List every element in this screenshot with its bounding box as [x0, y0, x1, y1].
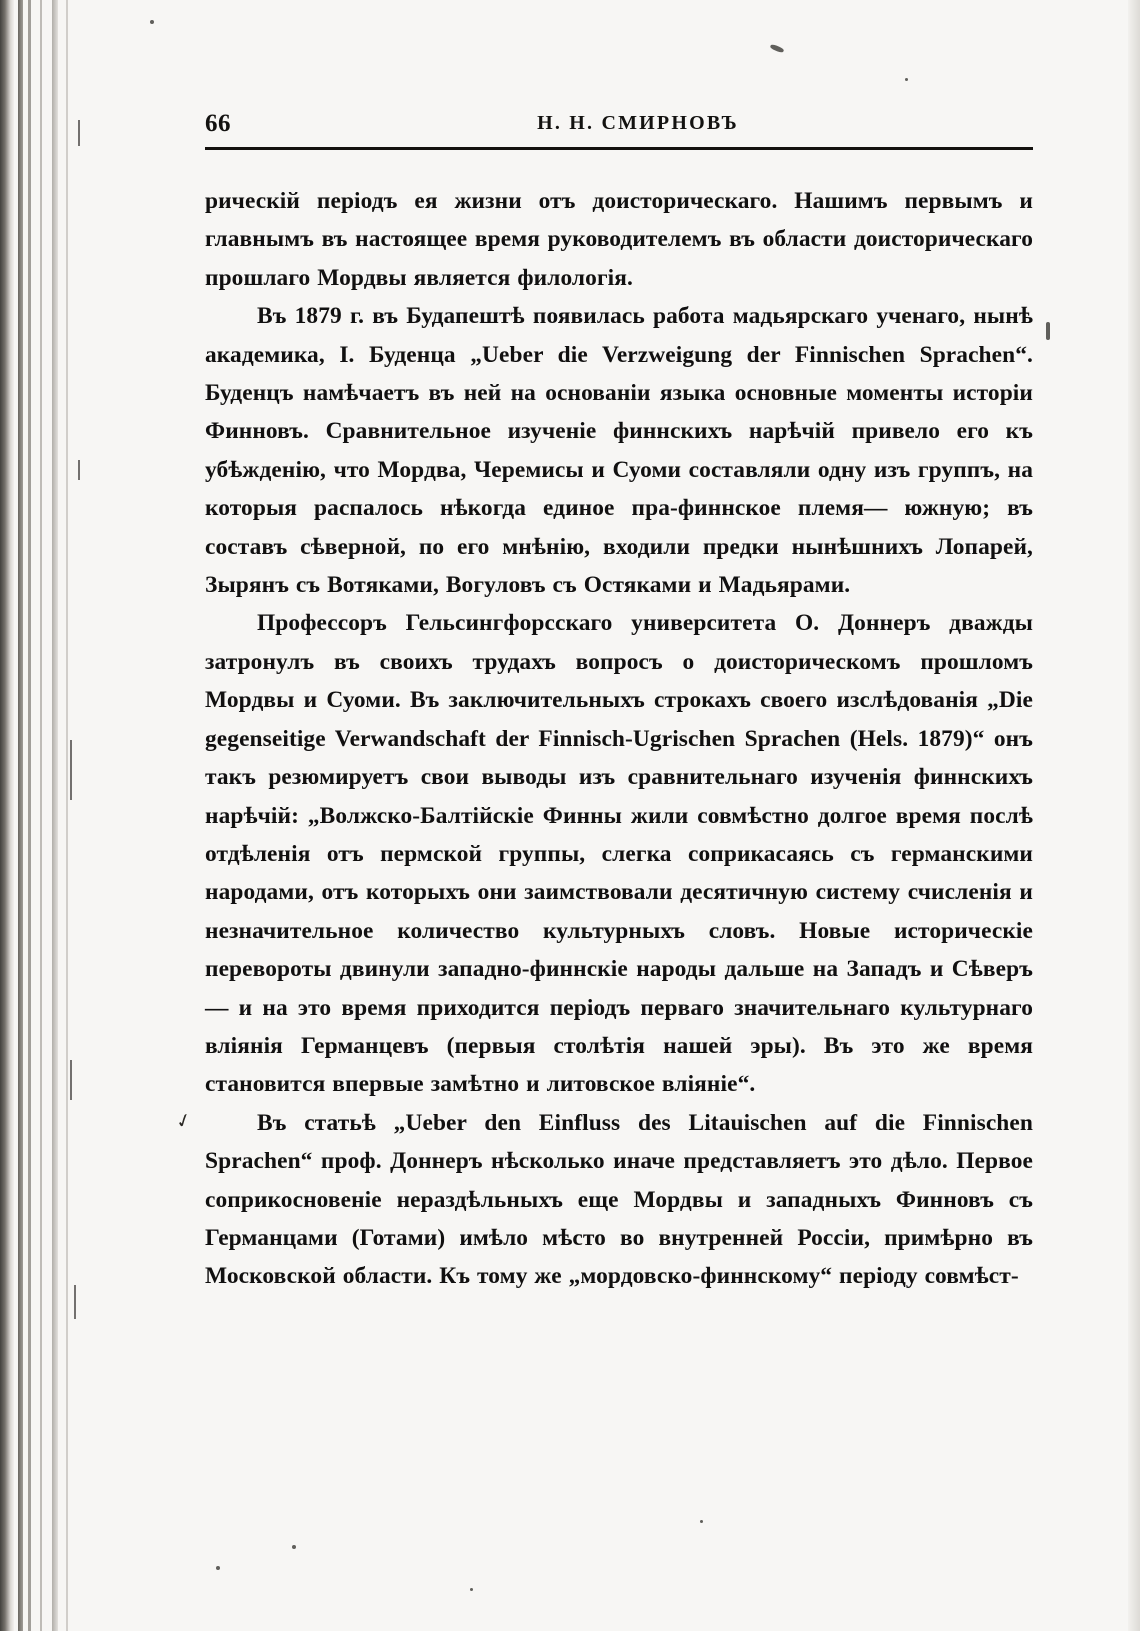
page-number: 66: [205, 110, 231, 137]
header-rule: [205, 147, 1033, 150]
scan-edge-artifact: [66, 0, 68, 1631]
page-header: [205, 108, 1035, 142]
scan-tick: [70, 1060, 72, 1100]
scan-speck: [470, 1588, 473, 1591]
scan-speck: [700, 1520, 703, 1523]
scan-tick: [78, 120, 80, 146]
paragraph: Профессоръ Гельсингфорсскаго университета О. Доннеръ дважды затронулъ въ своихъ трудахъ вопросъ о доисторическомъ прошломъ Мордвы и Суоми. Въ заключительныхъ строкахъ своего изслѣдованія „Die gegenseitige Verwandschaft der Finnisch-Ugrischen Sprachen (Hels. 1879)“ онъ такъ резюмируетъ свои выводы изъ сравнительнаго изученія финнскихъ нарѣчій: „Волжско-Балтійскіе Финны жили совмѣстно долгое время послѣ отдѣленія отъ пермской группы, слегка соприкасаясь съ германскими народами, отъ которыхъ они заимствовали десятичную систему счисленія и незначительное количество культурныхъ словъ. Новые историческіе перевороты двинули западно-финнскіе народы дальше на Западъ и Сѣверъ— и на это время приходится періодъ перваго значительнаго культурнаго вліянія Германцевъ (первыя столѣтія нашей эры). Въ это же время становится впервые замѣтно и литовское вліяніе“.: [205, 610, 1033, 1098]
scan-edge-artifact: [1128, 0, 1140, 1631]
scan-speck: [292, 1545, 296, 1549]
scan-speck: [216, 1566, 220, 1570]
scan-edge-artifact: [28, 0, 31, 1631]
paragraph: Въ статьѣ „Ueber den Einfluss des Litauischen auf die Finnischen Sprachen“ проф. Доннеръ нѣсколько иначе представляетъ это дѣло. Первое соприкосновеніе нераздѣльныхъ еще Мордвы и западныхъ Финновъ съ Германцами (Готами) имѣло мѣсто во внутренней Россіи, примѣрно въ Московской области. Къ тому же „мордовско-финнскому“ періоду совмѣст-: [205, 1109, 1033, 1290]
scan-edge-artifact: [18, 0, 23, 1631]
scan-edge-artifact: [52, 0, 58, 1631]
paragraph: Въ 1879 г. въ Будапештѣ появилась работа мадьярскаго ученаго, нынѣ академика, I. Буденца „Ueber die Verzweigung der Finnischen Sprachen“. Буденцъ намѣчаетъ въ ней на основаніи языка основные моменты исторіи Финновъ. Сравнительное изученіе финнскихъ нарѣчій привело его къ убѣжденію, что Мордва, Черемисы и Суоми составляли одну изъ группъ, на которыя распалось нѣкогда единое пра-финнское племя— южную; въ составъ сѣверной, по его мнѣнію, входили предки нынѣшнихъ Лопарей, Зырянъ съ Вотяками, Вогуловъ съ Остяками и Мадьярами.: [205, 303, 1033, 599]
scan-speck: [150, 20, 154, 24]
scan-edge-artifact: [0, 0, 14, 1631]
scan-edge-artifact: [40, 0, 42, 1631]
scan-speck: [905, 78, 908, 81]
scan-tick: [78, 460, 80, 480]
paragraph: рическій періодъ ея жизни отъ доисторическаго. Нашимъ первымъ и главнымъ въ настоящее время руководителемъ въ области доисторическаго прошлаго Мордвы является филологія.: [205, 188, 1033, 291]
margin-pencil-mark: ✓: [173, 1109, 195, 1134]
running-title: Н. Н. СМИРНОВЪ: [537, 112, 739, 134]
scan-tick: [74, 1285, 76, 1319]
scan-speck: [770, 44, 785, 54]
scan-tick: [70, 740, 72, 800]
body-text-column: [205, 182, 1033, 1296]
scan-speck: [1046, 322, 1050, 340]
